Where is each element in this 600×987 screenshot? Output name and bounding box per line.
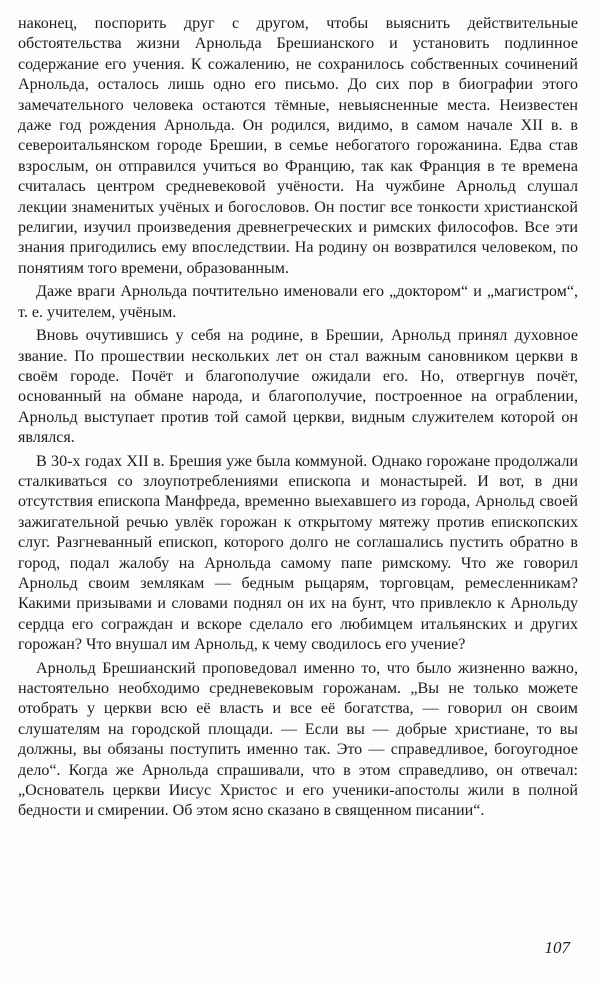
- paragraph-4: В 30-х годах XII в. Брешия уже была коммуной. Однако горожане продолжали сталкиваться со злоупотреблениями епископа и монастырей. И вот, в дни отсутствия епископа Манфреда, временно выехавшего из города, Арнольд своей зажигательной речью увлёк горожан к открытому мятежу против епископских слуг. Разгневанный епископ, которого долго не соглашались пустить обратно в город, подал жалобу на Арнольда самому папе римскому. Что же говорил Арнольд своим землякам — бедным рыцарям, торговцам, ремесленникам? Какими призывами и словами поднял он их на бунт, что привлекло к Арнольду сердца его сограждан и вскоре сделало его любимцем итальянских и других горожан? Что внушал им Арнольд, к чему сводилось его учение?: [18, 452, 578, 654]
- body-text: [18, 14, 578, 825]
- paragraph-5: Арнольд Брешианский проповедовал именно то, что было жизненно важно, настоятельно необходимо средневековым горожанам. „Вы не только можете отобрать у церкви всю её власть и все её богатства, — говорил он своим слушателям на городской площади. — Если вы — добрые христиане, то вы должны, вы обязаны поступить именно так. Это — справедливое, богоугодное дело“. Когда же Арнольда спрашивали, что в этом справедливо, он отвечал: „Основатель церкви Иисус Христос и его ученики-апостолы жили в полной бедности и смирении. Об этом ясно сказано в священном писании“.: [18, 659, 578, 820]
- paragraph-2: Даже враги Арнольда почтительно именовали его „доктором“ и „магистром“, т. е. учителем, учёным.: [18, 283, 578, 321]
- paragraph-3: Вновь очутившись у себя на родине, в Брешии, Арнольд принял духовное звание. По прошествии нескольких лет он стал важным сановником церкви в своём городе. Почёт и благополучие ожидали его. Но, отвергнув почёт, основанный на обмане народа, и благополучие, построенное на ограблении, Арнольд выступает против той самой церкви, видным служителем которой он являлся.: [18, 327, 578, 447]
- page-number: 107: [544, 938, 570, 957]
- paragraph-1: наконец, поспорить друг с другом, чтобы выяснить действительные обстоятельства жизни Арнольда Брешианского и установить подлинное содержание его учения. К сожалению, не сохранилось собственных сочинений Арнольда, осталось лишь одно его письмо. До сих пор в биографии этого замечательного человека остаются тёмные, невыясненные места. Неизвестен даже год рождения Арнольда. Он родился, видимо, в самом начале XII в. в североитальянском городе Брешии, в семье небогатого горожанина. Едва став взрослым, он отправился учиться во Францию, так как Франция в те времена считалась центром средневековой учёности. На чужбине Арнольд слушал лекции знаменитых учёных и богословов. Он постиг все тонкости христианской религии, изучил произведения древнегреческих и римских философов. Все эти знания пригодились ему впоследствии. На родину он возвратился человеком, по понятиям того времени, образованным.: [18, 15, 578, 277]
